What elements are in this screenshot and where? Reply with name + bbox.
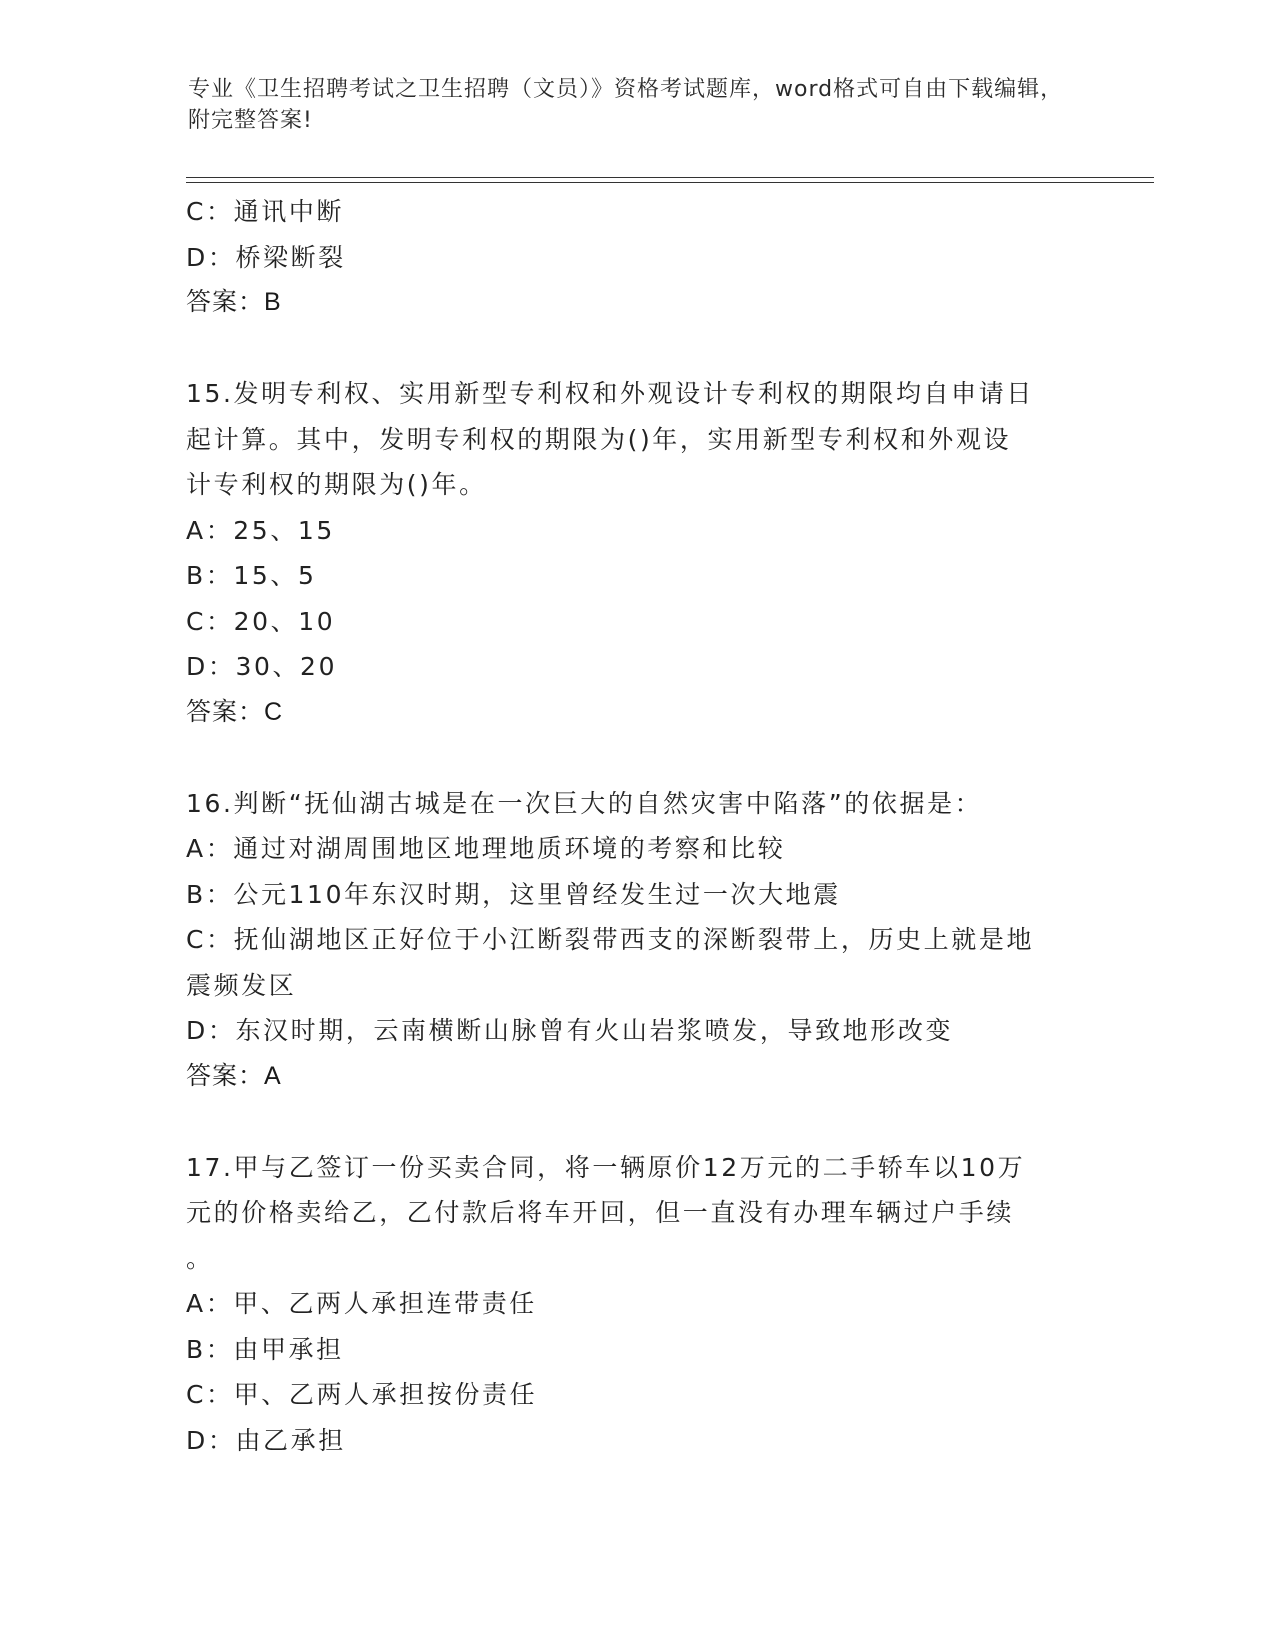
question-content bbox=[186, 189, 1066, 1463]
question-15-option-c: C：20、10 bbox=[186, 606, 336, 636]
question-16-option-a: A：通过对湖周围地区地理地质环境的考察和比较 bbox=[186, 834, 786, 863]
question-16-option-b: B：公元110年东汉时期，这里曾经发生过一次大地震 bbox=[186, 879, 841, 909]
option-d: D：桥梁断裂 bbox=[186, 242, 346, 272]
question-17-option-a: A：甲、乙两人承担连带责任 bbox=[186, 1289, 537, 1318]
question-16-option-c-line-2: 震频发区 bbox=[186, 970, 297, 1000]
header-divider-top bbox=[186, 177, 1154, 178]
question-15-stem-line-2: 起计算。其中，发明专利权的期限为()年，实用新型专利权和外观设 bbox=[186, 424, 1012, 454]
question-15-stem-line-1: 15.发明专利权、实用新型专利权和外观设计专利权的期限均自申请日 bbox=[186, 379, 1034, 408]
question-17-option-b: B：由甲承担 bbox=[186, 1334, 344, 1364]
question-17-stem-line-1: 17.甲与乙签订一份买卖合同，将一辆原价12万元的二手轿车以10万 bbox=[186, 1152, 1026, 1182]
question-15-option-a: A：25、15 bbox=[186, 515, 335, 545]
question-15-answer: 答案：C bbox=[186, 697, 284, 726]
question-15-option-b: B：15、5 bbox=[186, 561, 317, 590]
question-15-option-d: D：30、20 bbox=[186, 652, 338, 681]
question-16-option-d: D：东汉时期，云南横断山脉曾有火山岩浆喷发，导致地形改变 bbox=[186, 1016, 954, 1045]
document-header: 专业《卫生招聘考试之卫生招聘（文员）》资格考试题库，word格式可自由下载编辑，附完整答案! bbox=[188, 77, 1064, 133]
question-17-option-c: C：甲、乙两人承担按份责任 bbox=[186, 1380, 538, 1409]
question-17-stem-line-3: 。 bbox=[186, 1243, 214, 1273]
question-17-option-d: D：由乙承担 bbox=[186, 1425, 346, 1455]
answer: 答案：B bbox=[186, 288, 282, 316]
question-16-stem: 16.判断“抚仙湖古城是在一次巨大的自然灾害中陷落”的依据是： bbox=[186, 788, 983, 818]
spacer bbox=[186, 1099, 1066, 1145]
question-15-stem-line-3: 计专利权的期限为()年。 bbox=[186, 470, 487, 499]
question-16-option-c-line-1: C：抚仙湖地区正好位于小江断裂带西支的深断裂带上，历史上就是地 bbox=[186, 925, 1035, 954]
question-16-answer: 答案：A bbox=[186, 1061, 282, 1090]
option-c: C：通讯中断 bbox=[186, 197, 345, 226]
question-17-stem-line-2: 元的价格卖给乙，乙付款后将车开回，但一直没有办理车辆过户手续 bbox=[186, 1198, 1015, 1227]
spacer bbox=[186, 735, 1066, 781]
header-divider-bottom bbox=[186, 182, 1154, 183]
spacer bbox=[186, 326, 1066, 372]
